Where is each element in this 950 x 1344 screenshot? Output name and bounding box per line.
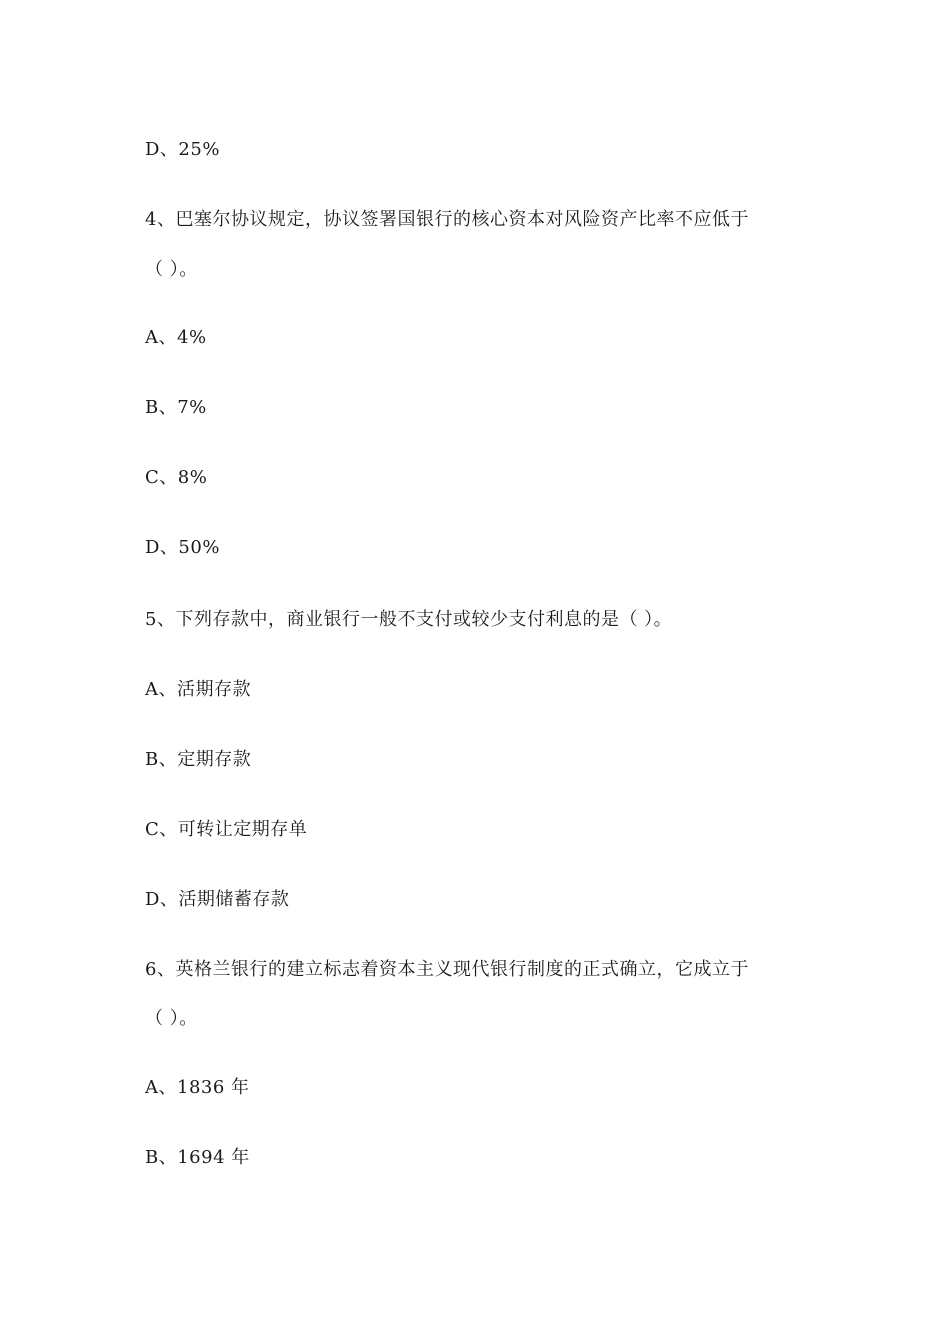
q3-option-d: D、25% bbox=[145, 139, 220, 160]
q6-stem: 6、英格兰银行的建立标志着资本主义现代银行制度的正式确立，它成立于 bbox=[145, 959, 749, 980]
q5-option-d: D、活期储蓄存款 bbox=[145, 889, 290, 910]
q4-stem: 4、巴塞尔协议规定，协议签署国银行的核心资本对风险资产比率不应低于 bbox=[145, 209, 749, 230]
q5-stem: 5、下列存款中，商业银行一般不支付或较少支付利息的是（ ）。 bbox=[145, 609, 673, 630]
q5-option-c: C、可转让定期存单 bbox=[145, 819, 308, 840]
q5-option-b: B、定期存款 bbox=[145, 749, 252, 770]
q6-blank: （ ）。 bbox=[145, 1008, 198, 1029]
q4-option-a: A、4% bbox=[145, 327, 207, 348]
q6-option-b: B、1694 年 bbox=[145, 1147, 250, 1168]
q4-option-c: C、8% bbox=[145, 467, 208, 488]
q4-option-d: D、50% bbox=[145, 537, 220, 558]
q4-option-b: B、7% bbox=[145, 397, 207, 418]
q6-option-a: A、1836 年 bbox=[145, 1077, 250, 1098]
q4-blank: （ ）。 bbox=[145, 259, 198, 280]
q5-option-a: A、活期存款 bbox=[145, 679, 251, 700]
